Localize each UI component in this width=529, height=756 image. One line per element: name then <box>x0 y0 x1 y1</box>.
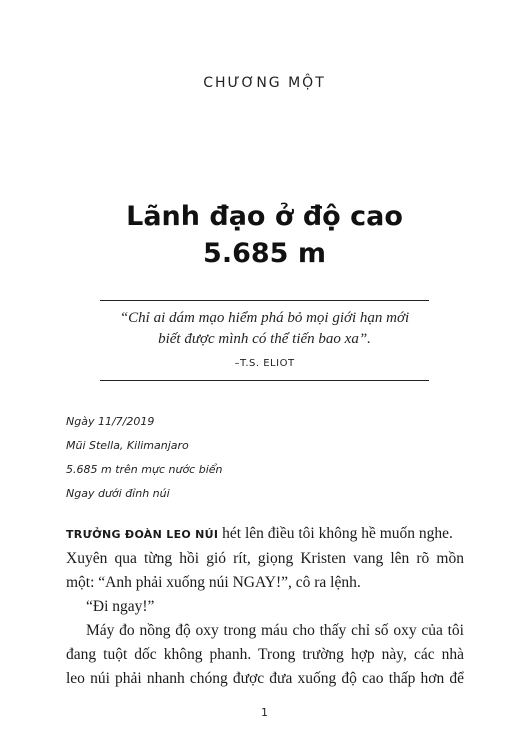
body-line-6: đang tuột dốc không phanh. Trong trường hợp này, các nhà <box>66 646 464 663</box>
chapter-title-line-2: 5.685 m <box>203 238 326 269</box>
dateline-block <box>66 410 466 506</box>
epigraph-top-rule <box>100 300 429 301</box>
body-text <box>66 522 464 691</box>
body-line-1-text: hét lên điều tôi không hề muốn nghe. <box>218 525 453 542</box>
dateline-date: Ngày 11/7/2019 <box>66 415 155 428</box>
epigraph-bottom-rule <box>100 380 429 381</box>
epigraph-quote <box>100 308 429 350</box>
chapter-label: CHƯƠNG MỘT <box>203 75 326 91</box>
dateline-altitude: 5.685 m trên mực nước biển <box>66 463 223 476</box>
body-line-5: Máy đo nồng độ oxy trong máu cho thấy chỉ số oxy của tôi <box>86 622 464 639</box>
dateline-position: Ngay dưới đỉnh núi <box>66 487 170 500</box>
epigraph-line-2: biết được mình có thể tiến bao xa”. <box>158 331 371 347</box>
page-number: 1 <box>261 706 268 719</box>
body-line-3: một: “Anh phải xuống núi NGAY!”, cô ra lệnh. <box>66 574 361 591</box>
epigraph-attribution: –T.S. ELIOT <box>234 358 295 369</box>
body-line-2: Xuyên qua từng hồi gió rít, giọng Kristen vang lên rõ mồn <box>66 550 464 567</box>
body-line-7: leo núi phải nhanh chóng được đưa xuống độ cao thấp hơn để <box>66 670 464 687</box>
epigraph-line-1: “Chỉ ai dám mạo hiểm phá bỏ mọi giới hạn mới <box>119 310 410 326</box>
dateline-location: Mũi Stella, Kilimanjaro <box>66 439 189 452</box>
chapter-title <box>0 198 529 272</box>
body-line-4: “Đi ngay!” <box>86 598 155 615</box>
lead-in-caps: TRƯỞNG ĐOÀN LEO NÚI <box>66 528 219 541</box>
body-line-1 <box>66 522 464 547</box>
chapter-title-line-1: Lãnh đạo ở độ cao <box>126 201 403 232</box>
